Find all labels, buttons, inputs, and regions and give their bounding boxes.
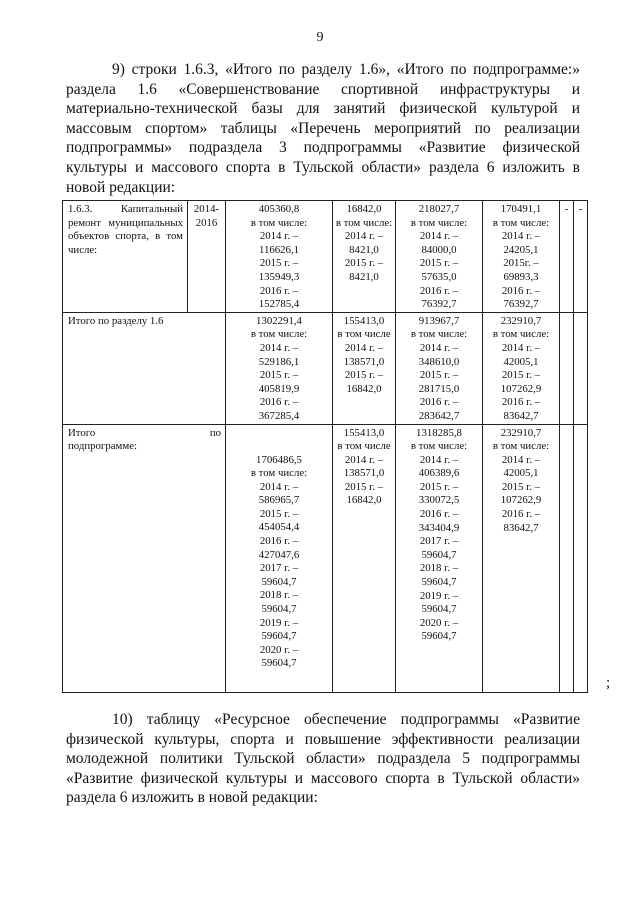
cell-line: 2020 г. – — [259, 643, 299, 656]
cell-line: 8421,0 — [349, 270, 379, 283]
row-1-extra-1: - — [560, 201, 574, 313]
row-1-regional — [396, 201, 483, 313]
cell-line: 2015 г. – — [259, 507, 299, 520]
cell-line: 2014 г. – — [344, 341, 384, 354]
row-3-municipal — [483, 424, 560, 692]
cell-line: 24205,1 — [503, 243, 539, 256]
cell-line: 2014- — [193, 203, 220, 215]
row-2-extra-2 — [574, 312, 588, 424]
cell-line: 2019 г. – — [419, 589, 459, 602]
cell-line: 2015 г. – — [419, 480, 459, 493]
cell-line: 107262,9 — [500, 494, 542, 507]
table-row — [63, 312, 588, 424]
cell-line: 2015 г. – — [344, 257, 384, 270]
cell-line: 2015 г. – — [501, 369, 541, 382]
cell-line: 2014 г. – — [501, 341, 541, 354]
cell-line: 59604,7 — [261, 575, 297, 588]
cell-line: 2014 г. – — [501, 453, 541, 466]
cell-line: 343404,9 — [418, 521, 460, 534]
cell-line: 16842,0 — [346, 382, 382, 395]
cell-line: в том числе: — [250, 467, 308, 480]
cell-line: 170491,1 — [500, 203, 542, 215]
cell-line: 59604,7 — [261, 630, 297, 643]
cell-line: 2014 г. – — [419, 453, 459, 466]
cell-line: 405360,8 — [258, 203, 300, 215]
cell-line: в том числе — [337, 328, 391, 341]
cell-line: 2014 г. – — [259, 480, 299, 493]
cell-line: 16842,0 — [346, 494, 382, 507]
cell-line: 2020 г. – — [419, 616, 459, 629]
cell-line: 2015 г. – — [344, 369, 384, 382]
cell-line: 218027,7 — [418, 203, 460, 215]
paragraph-10-text: 10) таблицу «Ресурсное обеспечение подпрограммы «Развитие физической культуры, спорта и повышение эффективности реализации молодежной политики Тульской области» подраздела 5 подпрограммы «Развитие физической культуры и массового спорта в Тульской области» раздела 6 изложить в новой редакции: — [66, 711, 580, 807]
cell-line: 138571,0 — [343, 467, 385, 480]
cell-line: 2017 г. – — [259, 562, 299, 575]
cell-line: 2019 г. – — [259, 616, 299, 629]
row-3-name: Итого по подпрограмме: — [63, 424, 226, 692]
cell-line: 2016 г. – — [501, 396, 541, 409]
paragraph-9-text: 9) строки 1.6.3, «Итого по разделу 1.6», «Итого по подпрограмме:» раздела 1.6 «Совершенствование спортивной инфраструктуры и материально-технической базы для занятий физической культурой и массовым спортом» таблицы «Перечень мероприятий по реализации подпрограммы» подраздела 3 подпрограммы «Развитие физической культуры и массового спорта в Тульской области» раздела 6 изложить в новой редакции: — [66, 61, 580, 196]
cell-line: 1318285,8 — [416, 426, 462, 439]
cell-line: 135949,3 — [258, 270, 300, 283]
cell-line: 138571,0 — [343, 355, 385, 368]
cell-line: в том числе: — [410, 440, 468, 453]
cell-line: 8421,0 — [349, 243, 379, 256]
cell-line: 1706486,5 — [256, 453, 302, 466]
cell-line: 2015 г. – — [419, 257, 459, 270]
cell-line: 2016 — [195, 216, 218, 229]
cell-line: 76392,7 — [421, 298, 457, 311]
cell-line: в том числе: — [410, 328, 468, 341]
cell-line: 529186,1 — [258, 355, 300, 368]
cell-line: в том числе: — [410, 216, 468, 229]
table-row — [63, 424, 588, 692]
cell-line: 2014 г. – — [501, 230, 541, 243]
cell-line: 2015г. – — [503, 257, 539, 270]
row-2-regional — [396, 312, 483, 424]
row-3-extra-1 — [560, 424, 574, 692]
row-3-regional — [396, 424, 483, 692]
cell-line: 330072,5 — [418, 494, 460, 507]
cell-line: 2015 г. – — [501, 480, 541, 493]
cell-line: 2014 г. – — [344, 230, 384, 243]
cell-line: 2016 г. – — [501, 284, 541, 297]
page-number: 9 — [316, 30, 324, 45]
cell-line: в том числе: — [335, 216, 393, 229]
cell-line: 59604,7 — [421, 603, 457, 616]
cell-line: 42005,1 — [503, 467, 539, 480]
row-3-total — [226, 424, 333, 692]
row-2-municipal — [483, 312, 560, 424]
cell-line: 1302291,4 — [256, 314, 302, 327]
row-1-name: 1.6.3. Капитальный ремонт муниципальных объектов спорта, в том числе: — [63, 201, 188, 313]
cell-line: 367285,4 — [258, 409, 300, 422]
cell-line: 59604,7 — [421, 576, 457, 589]
cell-line: в том числе: — [492, 328, 550, 341]
row-3-federal — [333, 424, 396, 692]
cell-line: 2016 г. – — [419, 508, 459, 521]
cell-line: 2015 г. – — [259, 257, 299, 270]
cell-line: 283642,7 — [418, 409, 460, 422]
row-2-federal — [333, 312, 396, 424]
cell-line: 107262,9 — [500, 382, 542, 395]
cell-line: 116626,1 — [258, 243, 300, 256]
cell-line: 2016 г. – — [419, 284, 459, 297]
cell-line: 155413,0 — [343, 314, 385, 327]
cell-line: 57635,0 — [421, 270, 457, 283]
cell-line: 2015 г. – — [259, 369, 299, 382]
cell-line: 2018 г. – — [259, 589, 299, 602]
paragraph-9 — [66, 60, 580, 197]
cell-line: 2015 г. – — [344, 480, 384, 493]
cell-line: 2016 г. – — [259, 396, 299, 409]
row-1-period — [188, 201, 226, 313]
cell-line: 59604,7 — [261, 603, 297, 616]
semicolon: ; — [606, 675, 611, 691]
cell-line: 42005,1 — [503, 355, 539, 368]
cell-line: 427047,6 — [258, 548, 300, 561]
cell-line: 2018 г. – — [419, 562, 459, 575]
cell-line: 454054,4 — [258, 521, 300, 534]
cell-line: 16842,0 — [346, 203, 382, 215]
row-2-total — [226, 312, 333, 424]
cell-line: 2016 г. – — [259, 535, 299, 548]
cell-line: 69893,3 — [503, 270, 539, 283]
row-2-extra-1 — [560, 312, 574, 424]
paragraph-10 — [66, 710, 580, 808]
cell-line: 405819,9 — [258, 382, 300, 395]
row-1-extra-2: - — [574, 201, 588, 313]
table-row — [63, 201, 588, 313]
cell-line: 59604,7 — [261, 657, 297, 670]
row-1-municipal — [483, 201, 560, 313]
cell-line: 2017 г. – — [419, 535, 459, 548]
cell-line: 2014 г. – — [419, 341, 459, 354]
cell-line: 281715,0 — [418, 382, 460, 395]
cell-line: 59604,7 — [421, 630, 457, 643]
cell-line: 83642,7 — [503, 409, 539, 422]
cell-line: 2016 г. – — [259, 284, 299, 297]
cell-line: 586965,7 — [258, 494, 300, 507]
cell-line: 2016 г. – — [501, 508, 541, 521]
cell-line: 76392,7 — [503, 298, 539, 311]
cell-line: в том числе: — [492, 440, 550, 453]
cell-line: в том числе: — [250, 216, 308, 229]
row-2-name: Итого по разделу 1.6 — [63, 312, 226, 424]
cell-line: 913967,7 — [418, 314, 460, 327]
cell-line: в том числе: — [250, 328, 308, 341]
cell-line: 2015 г. – — [419, 369, 459, 382]
cell-line: 2016 г. – — [419, 396, 459, 409]
cell-line: 152785,4 — [258, 298, 300, 311]
cell-line: 2014 г. – — [344, 453, 384, 466]
row-1-total — [226, 201, 333, 313]
row-1-federal — [333, 201, 396, 313]
cell-line: 59604,7 — [421, 548, 457, 561]
cell-line: 83642,7 — [503, 521, 539, 534]
cell-line: 2014 г. – — [259, 341, 299, 354]
cell-line: 348610,0 — [418, 355, 460, 368]
row-3-extra-2 — [574, 424, 588, 692]
cell-line: 2014 г. – — [259, 230, 299, 243]
cell-line: 232910,7 — [500, 426, 542, 439]
cell-line: 155413,0 — [343, 426, 385, 439]
cell-line: в том числе — [337, 440, 391, 453]
cell-line: 406389,6 — [418, 467, 460, 480]
cell-line: 232910,7 — [500, 314, 542, 327]
cell-line: в том числе: — [492, 216, 550, 229]
measures-table — [62, 200, 588, 693]
cell-line: 84000,0 — [421, 243, 457, 256]
cell-line: 2014 г. – — [419, 230, 459, 243]
